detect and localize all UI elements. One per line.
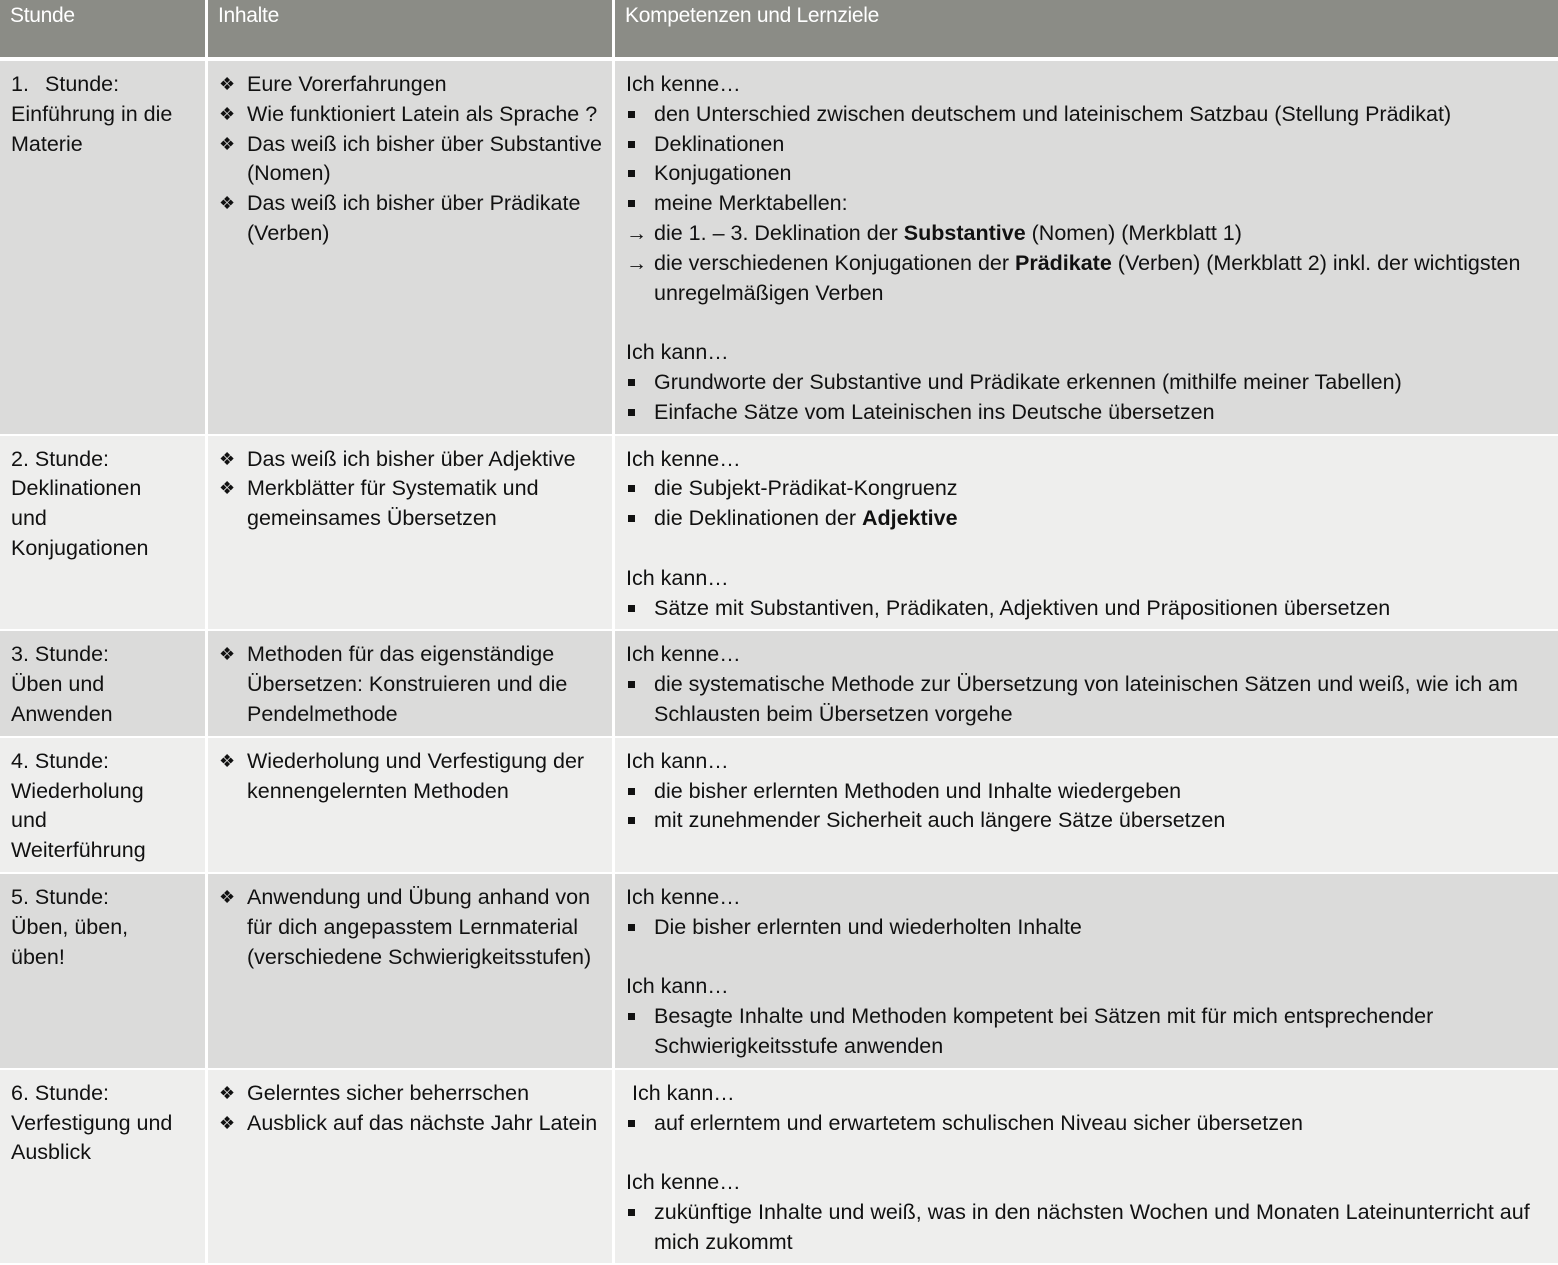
stunde-title: 6. Stunde: bbox=[11, 1080, 110, 1105]
kompetenz-item: mit zunehmender Sicherheit auch längere Sätze übersetzen bbox=[654, 806, 1548, 836]
square-bullet-icon bbox=[628, 111, 635, 118]
right-arrow-icon: → bbox=[626, 221, 647, 245]
square-bullet-icon bbox=[628, 515, 635, 522]
kompetenzen-cell bbox=[615, 874, 1558, 1070]
square-bullet-icon bbox=[628, 409, 635, 416]
table-row bbox=[0, 436, 1558, 632]
table-row bbox=[0, 61, 1558, 436]
stunde-subtitle: Anwenden bbox=[11, 701, 113, 726]
stunde-subtitle: Verfestigung und bbox=[11, 1110, 173, 1135]
inhalt-item: ❖ Merkblätter für Systematik und gemeinsames Übersetzen bbox=[219, 476, 539, 531]
kennen-label: Ich kenne… bbox=[626, 642, 741, 667]
kompetenz-item: auf erlerntem und erwartetem schulischen Niveau sicher übersetzen bbox=[654, 1109, 1548, 1139]
kompetenzen-cell bbox=[615, 631, 1558, 737]
kennen-label: Ich kenne… bbox=[626, 72, 741, 96]
diamond-four-bullet-icon: ❖ bbox=[219, 750, 236, 771]
kompetenz-item: die bisher erlernten Methoden und Inhalte wiedergeben bbox=[654, 777, 1548, 807]
stunde-subtitle: Wiederholung bbox=[11, 778, 144, 803]
arrow-item: → die 1. – 3. Deklination der Substantive (Nomen) (Merkblatt 1) bbox=[654, 219, 1548, 249]
header-row bbox=[0, 0, 1558, 61]
kompetenz-item: Deklinationen bbox=[654, 130, 1548, 160]
kompetenz-item: zukünftige Inhalte und weiß, was in den nächsten Wochen und Monaten Lateinunterricht auf mich zukommt bbox=[654, 1198, 1548, 1258]
diamond-four-bullet-icon: ❖ bbox=[219, 448, 236, 469]
inhalt-item: ❖ Das weiß ich bisher über Prädikate (Verben) bbox=[219, 191, 581, 245]
square-bullet-icon bbox=[628, 605, 635, 612]
stunde-cell bbox=[0, 436, 208, 632]
square-bullet-icon bbox=[628, 1120, 635, 1127]
stunde-subtitle: und bbox=[11, 506, 47, 531]
diamond-four-bullet-icon: ❖ bbox=[219, 103, 236, 124]
inhalte-cell bbox=[208, 738, 615, 874]
stunde-title: 4. Stunde: bbox=[11, 748, 110, 773]
kennen-label: Ich kenne… bbox=[626, 1170, 741, 1195]
kann-label: Ich kann… bbox=[632, 1080, 735, 1105]
stunde-cell bbox=[0, 738, 208, 874]
kompetenzen-cell bbox=[615, 61, 1558, 436]
diamond-four-bullet-icon: ❖ bbox=[219, 193, 236, 214]
diamond-four-bullet-icon: ❖ bbox=[219, 1082, 236, 1103]
stunde-subtitle: Weiterführung bbox=[11, 838, 146, 863]
diamond-four-bullet-icon: ❖ bbox=[219, 886, 236, 907]
stunde-subtitle: Einführung in die bbox=[11, 101, 173, 126]
header-stunde: Stunde bbox=[0, 0, 208, 61]
inhalte-cell bbox=[208, 61, 615, 436]
square-bullet-icon bbox=[628, 817, 635, 824]
kompetenz-item: den Unterschied zwischen deutschem und lateinischem Satzbau (Stellung Prädikat) bbox=[654, 100, 1548, 130]
kompetenz-item: Die bisher erlernten und wiederholten Inhalte bbox=[654, 913, 1548, 943]
arrow-item: → die verschiedenen Konjugationen der Prädikate (Verben) (Merkblatt 2) inkl. der wichtigsten unregelmäßigen Verben bbox=[626, 250, 1521, 305]
diamond-four-bullet-icon: ❖ bbox=[219, 133, 236, 154]
square-bullet-icon bbox=[628, 788, 635, 795]
kennen-label: Ich kenne… bbox=[626, 884, 741, 909]
stunde-title: 5. Stunde: bbox=[11, 884, 110, 909]
stunde-subtitle: Konjugationen bbox=[11, 535, 149, 560]
stunde-title: 2. Stunde: bbox=[11, 446, 110, 471]
stunde-subtitle: Deklinationen bbox=[11, 476, 142, 501]
header-kompetenzen: Kompetenzen und Lernziele bbox=[615, 0, 1558, 61]
diamond-four-bullet-icon: ❖ bbox=[219, 74, 236, 94]
inhalt-item: ❖ Methoden für das eigenständige Übersetzen: Konstruieren und die Pendelmethode bbox=[219, 642, 568, 726]
stunde-cell bbox=[0, 61, 208, 436]
stunde-title: 1. Stunde: bbox=[11, 72, 120, 96]
diamond-four-bullet-icon: ❖ bbox=[219, 644, 236, 665]
kann-label: Ich kann… bbox=[626, 565, 729, 590]
inhalte-cell bbox=[208, 1070, 615, 1265]
square-bullet-icon bbox=[628, 924, 635, 931]
inhalte-cell bbox=[208, 436, 615, 632]
inhalt-item: ❖ Wiederholung und Verfestigung der kennengelernten Methoden bbox=[219, 748, 585, 803]
header-inhalte: Inhalte bbox=[208, 0, 615, 61]
square-bullet-icon bbox=[628, 1013, 635, 1020]
inhalt-item: ❖ Eure Vorerfahrungen bbox=[247, 70, 602, 100]
kompetenz-item: Konjugationen bbox=[654, 159, 1548, 189]
kompetenz-item: die Deklinationen der Adjektive bbox=[654, 504, 1548, 534]
inhalt-item: ❖ Wie funktioniert Latein als Sprache ? bbox=[247, 100, 602, 130]
square-bullet-icon bbox=[628, 485, 635, 492]
kompetenz-item: Sätze mit Substantiven, Prädikaten, Adjektiven und Präpositionen übersetzen bbox=[654, 594, 1548, 624]
square-bullet-icon bbox=[628, 170, 635, 177]
diamond-four-bullet-icon: ❖ bbox=[219, 1112, 236, 1133]
stunde-subtitle: Ausblick bbox=[11, 1140, 92, 1165]
inhalte-cell bbox=[208, 631, 615, 737]
inhalt-item: ❖ Gelerntes sicher beherrschen bbox=[247, 1079, 602, 1109]
stunde-cell bbox=[0, 874, 208, 1070]
table-row bbox=[0, 631, 1558, 737]
diamond-four-bullet-icon: ❖ bbox=[219, 478, 236, 499]
inhalt-item: ❖ Das weiß ich bisher über Substantive (Nomen) bbox=[219, 131, 602, 186]
kennen-label: Ich kenne… bbox=[626, 446, 741, 471]
kompetenzen-cell bbox=[615, 738, 1558, 874]
kann-label: Ich kann… bbox=[626, 748, 729, 773]
stunde-subtitle: und bbox=[11, 808, 47, 833]
stunde-subtitle: Üben, üben, bbox=[11, 914, 129, 939]
kann-label: Ich kann… bbox=[626, 974, 729, 999]
kompetenzen-cell bbox=[615, 1070, 1558, 1265]
right-arrow-icon: → bbox=[626, 251, 647, 275]
inhalt-item: ❖ Ausblick auf das nächste Jahr Latein bbox=[247, 1109, 602, 1139]
stunde-subtitle: Materie bbox=[11, 131, 83, 156]
inhalt-item: ❖ Das weiß ich bisher über Adjektive bbox=[247, 445, 602, 475]
inhalt-item: ❖ Anwendung und Übung anhand von für dich angepasstem Lernmaterial (verschiedene Schwierigkeitsstufen) bbox=[219, 884, 592, 969]
stunde-subtitle: üben! bbox=[11, 944, 65, 969]
kompetenz-item: die Subjekt-Prädikat-Kongruenz bbox=[654, 474, 1548, 504]
table-row bbox=[0, 874, 1558, 1070]
square-bullet-icon bbox=[628, 141, 635, 148]
kompetenz-item: Einfache Sätze vom Lateinischen ins Deutsche übersetzen bbox=[654, 398, 1548, 428]
square-bullet-icon bbox=[628, 200, 635, 207]
kompetenzen-cell bbox=[615, 436, 1558, 632]
stunde-cell bbox=[0, 631, 208, 737]
kompetenz-item: Grundworte der Substantive und Prädikate erkennen (mithilfe meiner Tabellen) bbox=[654, 368, 1548, 398]
kompetenz-item: die systematische Methode zur Übersetzung von lateinischen Sätzen und weiß, wie ich am Schlausten beim Übersetzen vorgehe bbox=[654, 670, 1548, 730]
kompetenz-item: Besagte Inhalte und Methoden kompetent bei Sätzen mit für mich entsprechender Schwierigkeitsstufe anwenden bbox=[654, 1002, 1548, 1062]
square-bullet-icon bbox=[628, 1209, 635, 1216]
kompetenz-item: meine Merktabellen: bbox=[654, 189, 1548, 219]
square-bullet-icon bbox=[628, 681, 635, 688]
table-row bbox=[0, 1070, 1558, 1265]
stunde-cell bbox=[0, 1070, 208, 1265]
stunde-title: 3. Stunde: bbox=[11, 642, 110, 667]
kann-label: Ich kann… bbox=[626, 340, 729, 365]
table-row bbox=[0, 738, 1558, 874]
stunde-subtitle: Üben und bbox=[11, 672, 105, 697]
inhalte-cell bbox=[208, 874, 615, 1070]
square-bullet-icon bbox=[628, 379, 635, 386]
